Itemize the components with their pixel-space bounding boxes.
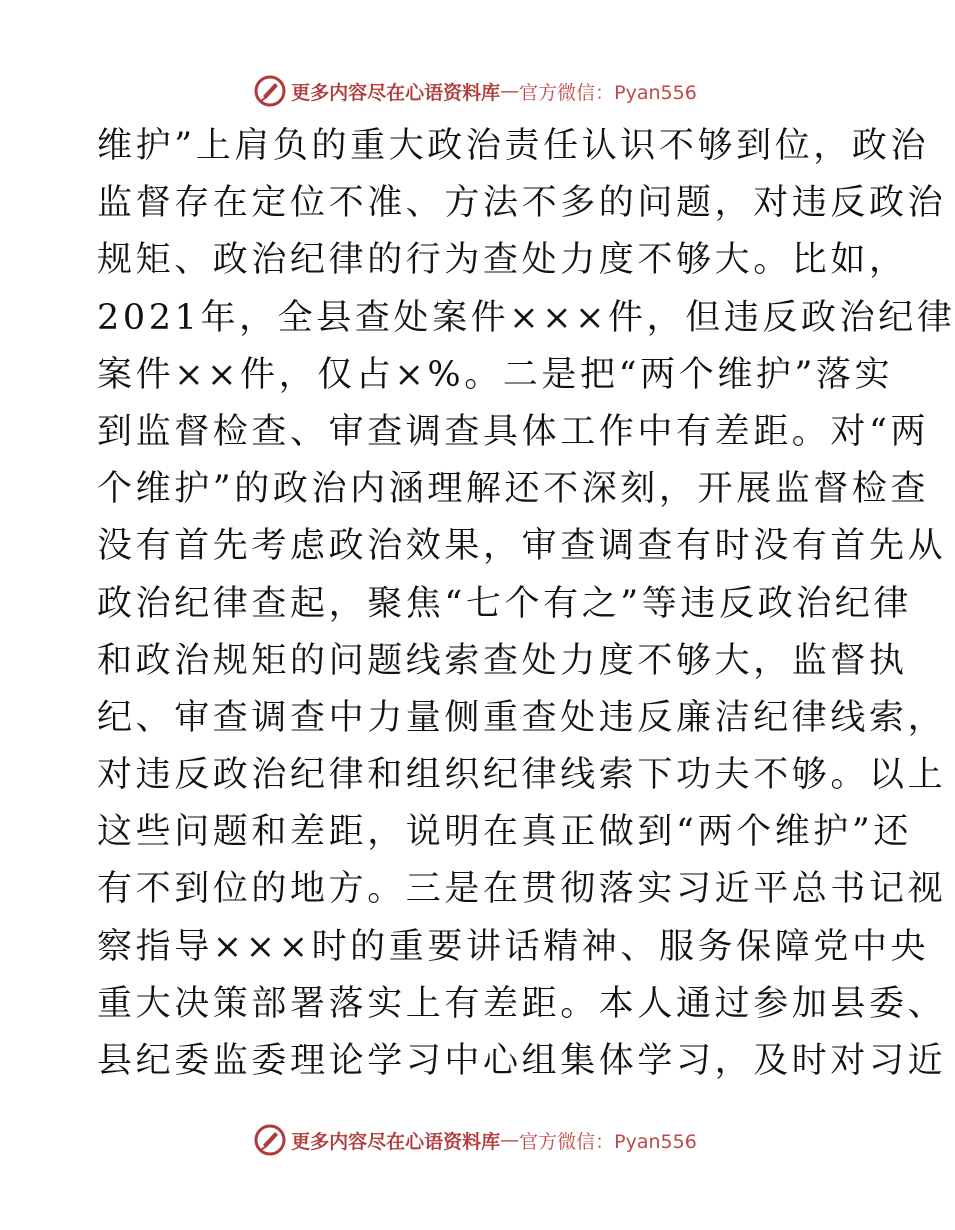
text-line: 政治纪律查起，聚焦“七个有之”等违反政治纪律 bbox=[97, 583, 912, 624]
watermark-contact: 官方微信：Pyan556 bbox=[519, 1130, 697, 1153]
watermark-text: 更多内容尽在心语资料库 bbox=[291, 1130, 501, 1153]
text-line: 这些问题和差距，说明在真正做到“两个维护”还 bbox=[97, 812, 912, 853]
watermark-separator: — bbox=[500, 1129, 520, 1151]
text-line: 纪、审查调查中力量侧重查处违反廉洁纪律线索， bbox=[97, 697, 947, 738]
footer-watermark bbox=[0, 1120, 950, 1160]
text-line: 察指导×××时的重要讲话精神、服务保障党中央 bbox=[97, 926, 930, 967]
text-line: 规矩、政治纪律的行为查处力度不够大。比如， bbox=[97, 240, 908, 281]
text-line: 有不到位的地方。三是在贯彻落实习近平总书记视 bbox=[97, 869, 947, 910]
brand-logo-icon bbox=[253, 74, 287, 108]
watermark-contact: 官方微信：Pyan556 bbox=[519, 81, 697, 104]
text-line: 到监督检查、审查调查具体工作中有差距。对“两 bbox=[97, 411, 930, 452]
text-line: 没有首先考虑政治效果，审查调查有时没有首先从 bbox=[97, 526, 947, 567]
text-line: 个维护”的政治内涵理解还不深刻，开展监督检查 bbox=[97, 469, 930, 510]
document-body bbox=[97, 118, 955, 1090]
text-line: 重大决策部署落实上有差距。本人通过参加县委、 bbox=[97, 983, 947, 1024]
watermark-separator: — bbox=[500, 80, 520, 102]
watermark-text: 更多内容尽在心语资料库 bbox=[291, 81, 501, 104]
text-line: 县纪委监委理论学习中心组集体学习，及时对习近 bbox=[97, 1041, 947, 1081]
brand-logo-icon bbox=[253, 1123, 287, 1157]
text-line: 对违反政治纪律和组织纪律线索下功夫不够。以上 bbox=[97, 755, 947, 796]
header-watermark bbox=[0, 71, 950, 111]
text-line: 2021年，全县查处案件×××件，但违反政治纪律 bbox=[97, 297, 955, 338]
text-line: 维护”上肩负的重大政治责任认识不够到位，政治 bbox=[97, 126, 930, 166]
text-line: 和政治规矩的问题线索查处力度不够大，监督执 bbox=[97, 640, 908, 681]
text-line: 案件××件，仅占×%。二是把“两个维护”落实 bbox=[97, 354, 894, 395]
text-line: 监督存在定位不准、方法不多的问题，对违反政治 bbox=[97, 183, 947, 224]
